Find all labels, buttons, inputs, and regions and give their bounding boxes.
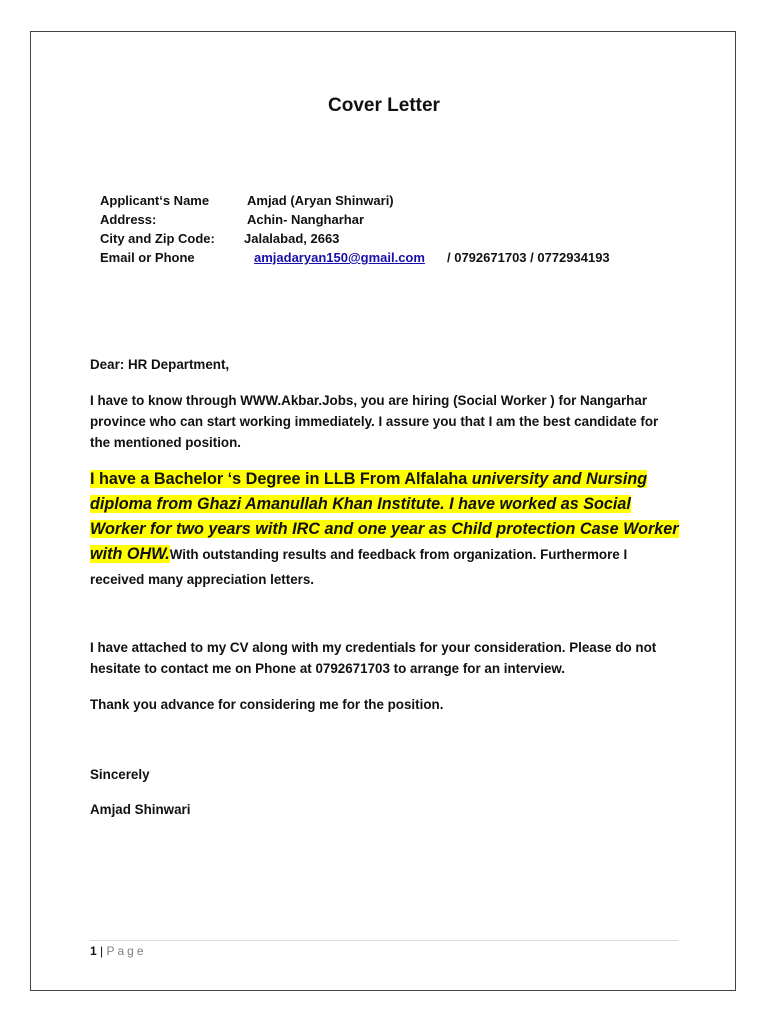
paragraph-attachment: I have attached to my CV along with my credentials for your consideration. Please do not hesitate to contact me on Phone at 0792671703 to arrange for an interview.: [90, 640, 657, 676]
page-footer: [90, 944, 147, 958]
qualifications-rest: With outstanding results and feedback from organization. Furthermore I received many appreciation letters.: [90, 547, 628, 587]
highlighted-text: I have a Bachelor ‘s Degree in LLB From Alfalaha: [90, 470, 472, 488]
applicant-name-value: Amjad (Aryan Shinwari): [247, 193, 394, 208]
page-number: 1: [90, 944, 97, 958]
city-zip-label: City and Zip Code:: [100, 231, 215, 246]
salutation: Dear: HR Department,: [90, 357, 230, 372]
highlighted-italic-text: university and Nursing diploma from Ghazi Amanullah Khan Institute. I have worked as Social Worker for two years with IRC and one year as Child protection Case Worker with OHW.: [90, 470, 679, 563]
signature-name: Amjad Shinwari: [90, 802, 191, 817]
paragraph-qualifications: [90, 467, 680, 592]
address-label: Address:: [100, 212, 157, 227]
email-link[interactable]: amjadaryan150@gmail.com: [254, 250, 425, 265]
applicant-name-label: Applicant‘s Name: [100, 193, 210, 208]
phone-numbers: / 0792671703 / 0772934193: [447, 250, 610, 265]
contact-label: Email or Phone: [100, 250, 195, 265]
footer-separator: |: [96, 944, 107, 958]
city-zip-value: Jalalabad, 2663: [244, 231, 340, 246]
page-label: Page: [106, 944, 147, 958]
closing: Sincerely: [90, 767, 150, 782]
footer-divider: [90, 940, 678, 941]
address-value: Achin- Nangharhar: [247, 212, 365, 227]
paragraph-thanks: Thank you advance for considering me for the position.: [90, 697, 444, 712]
paragraph-intro: I have to know through WWW.Akbar.Jobs, you are hiring (Social Worker ) for Nangarhar province who can start working immediately. I assure you that I am the best candidate for the mentioned position.: [90, 393, 659, 450]
document-title: Cover Letter: [328, 95, 440, 116]
